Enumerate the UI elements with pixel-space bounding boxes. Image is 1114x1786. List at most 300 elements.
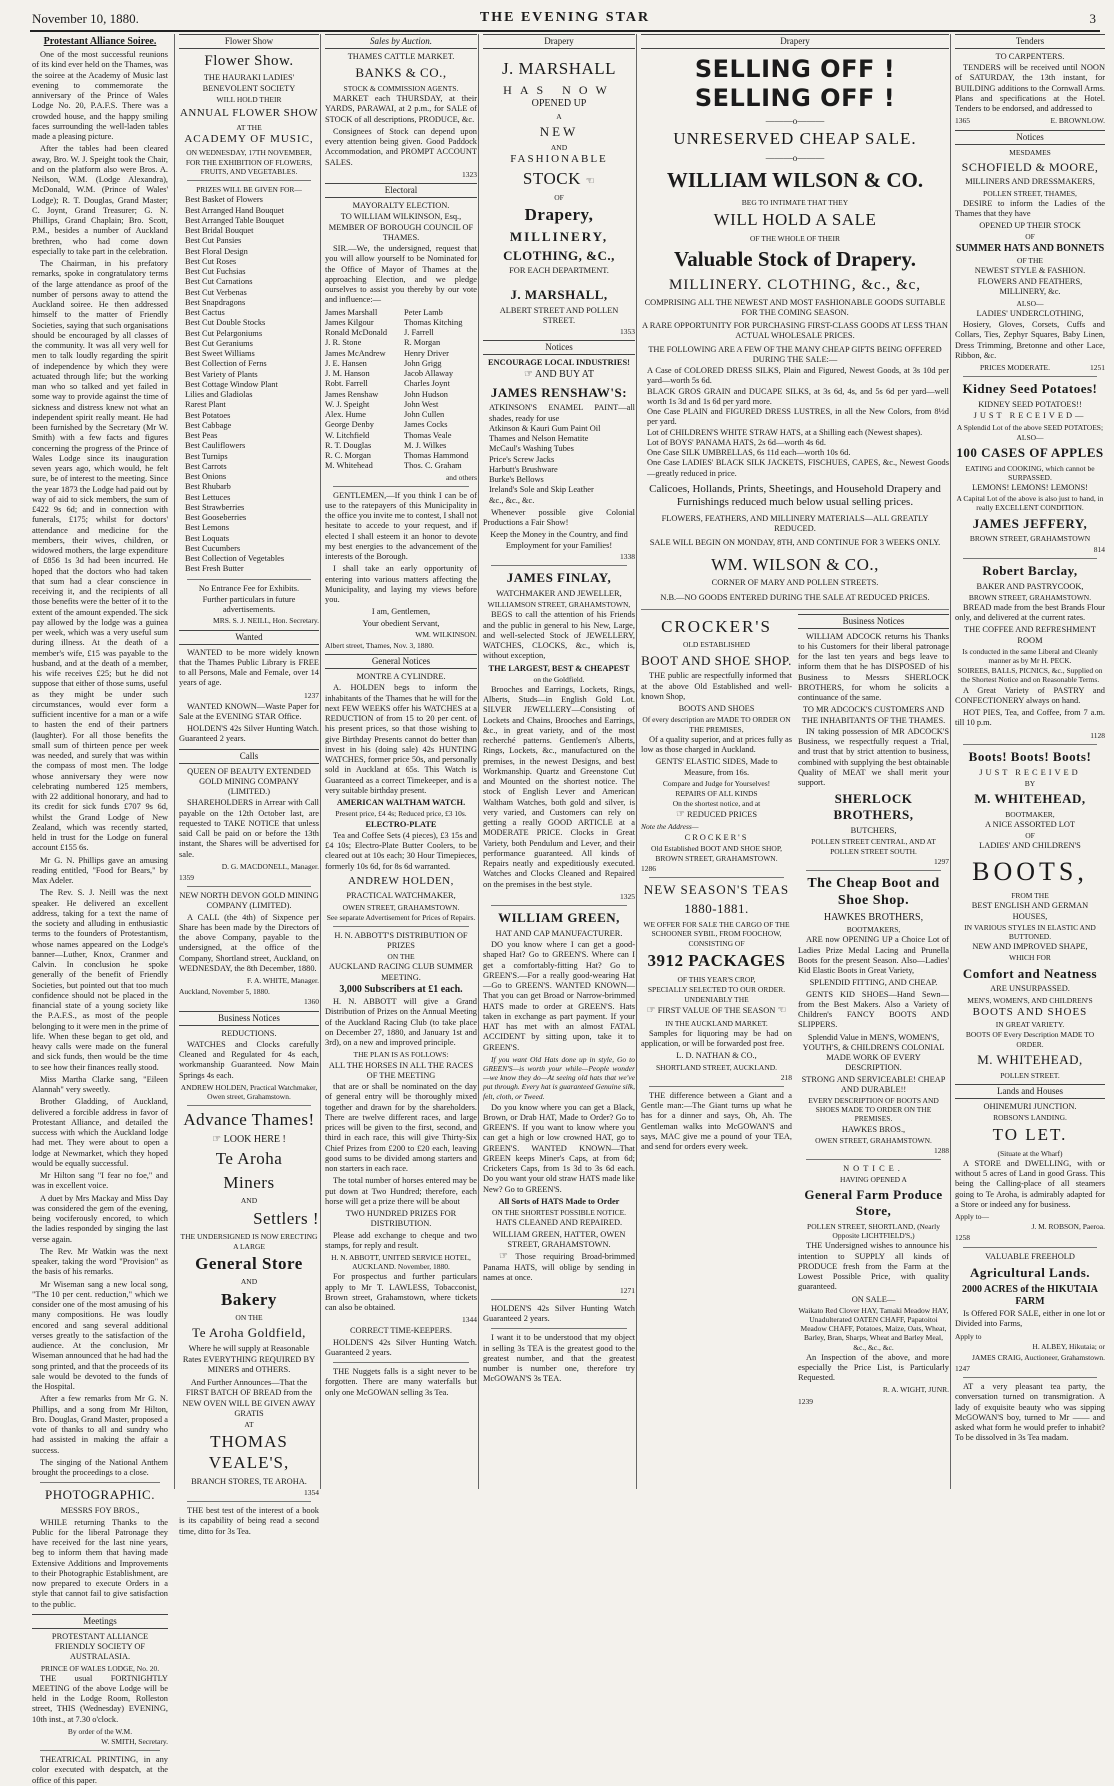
soirees: SOIREES, BALLS, PICNICS, &c., Supplied on the Shortest Notice and on Reasonable Terms. (957, 666, 1103, 685)
produce-address: POLLEN STREET, SHORTLAND, (Nearly Opposite LICHTFIELD'S,) (807, 1222, 940, 1241)
on-sale: ON SALE— (851, 1294, 896, 1304)
correct-timekeepers: CORRECT TIME-KEEPERS. (349, 1326, 453, 1336)
banks-body: MARKET each THURSDAY, at their YARDS, PARAWAI, at 2 p.m., for SALE of STOCK of all descriptions, PRODUCE, &c. (325, 94, 477, 124)
nathan-name: L. D. NATHAN & CO., (676, 1051, 757, 1061)
ad-ref: 1237 (304, 690, 319, 700)
flower-annual: ANNUAL FLOWER SHOW (179, 106, 319, 119)
andrew-sub: PRACTICAL WATCHMAKER, (346, 891, 456, 901)
prize-item: Best Cut Roses (185, 256, 237, 266)
flowers-feathers-2: FLOWERS AND FEATHERS, MILLINERY, &c. (977, 277, 1083, 297)
devon-body: A CALL (the 4th) of Sixpence per Share has been made by the Directors of the above Company, payable to the undersigned, at the office of the Company, Shortland street, Auckland, on WEDNESDAY, the 8th December, 1880. (179, 912, 319, 973)
flower-society: THE HAURAKI LADIES' BENEVOLENT SOCIETY (202, 73, 296, 93)
prize-item: Best Cut Double Stocks (185, 318, 266, 328)
prize-item: Rarest Plant (185, 400, 226, 410)
holden-body: A. HOLDEN begs to inform the inhabitants of the Thames that he will for the next FEW WEEKS offer his WATCHES at a REDUCTION of from 15 to 20 per cent. of his present prices, so that those wishing to give Birthday Presents cannot do better than invest in his (doing sale) 42s HUNTING WATCHES, former price 50s, and personally sold in Auckland at 65s. This Watch is Guaranteed as a correct Timekeeper, and is a very suitable birthday present. (325, 683, 477, 795)
bread-note: And Further Announces—That the FIRST BATCH OF BREAD from the NEW OVEN WILL BE GIVEN AWAY GRATIS (182, 1378, 316, 1418)
flower-entry: No Entrance Fee for Exhibits. (198, 583, 300, 593)
column-1 (32, 34, 172, 1785)
article-paragraph: After the tables had been cleared away, Bro. W. J. Speight took the Chair, and on the platform also were Bros. A. Neilson, W.M. (Lodge Alexandra), McDonald, W.M. (Prince of Wales' Lodge); R. T. Douglas, Grand Master; C. Joynt, Grand Treasurer; G. N. Phillips, Grand Chaplain; Bro. Scott, P.M., besides a number of Auckland brethren, who had come down especially to take part in the celebration. (32, 144, 168, 256)
opened-up: OPENED UP (531, 98, 587, 110)
section-business-notices: Business Notices (179, 1011, 319, 1026)
underclothing: LADIES' UNDERCLOTHING, (976, 308, 1084, 318)
comfort-neatness: Comfort and Neatness (962, 965, 1098, 981)
schofield-body: DESIRE to inform the Ladies of the Thames that they have (955, 198, 1105, 218)
section-drapery: Drapery (483, 34, 635, 49)
on-the: ON THE (235, 1313, 263, 1323)
abbott-body: H. N. ABBOTT will give a Grand Distribution of Prizes on the Annual Meeting of the Auckland Racing Club (to take place on December 27, 1880, and January 1st and 3rd), on a new and improved principle. (325, 997, 477, 1048)
flower-venue: ACADEMY OF MUSIC, (184, 133, 314, 146)
flower-for: FOR THE EXHIBITION OF FLOWERS, FRUITS, AND VEGETABLES. (185, 158, 313, 177)
requisition-body: SIR.—We, the undersigned, request that you will allow yourself to be Nominated for the Office of Mayor of Thames at the approaching Election, and we pledge ourselves to assist you thereby by our vote and influence:— (325, 244, 477, 305)
subscribers: 3,000 Subscribers at £1 each. (339, 983, 463, 995)
pointing-hand-icon: ☞ (212, 1133, 222, 1145)
stock-word: STOCK (522, 169, 581, 189)
sale-items (647, 366, 949, 479)
gents-elastic: GENTS' ELASTIC SIDES, Made to Measure, from 16s. (655, 757, 778, 777)
of-the: OF THE (1017, 255, 1043, 265)
correct-body: HOLDEN'S 42s Silver Hunting Watch. Guaranteed 2 years. (325, 1337, 477, 1357)
prize-item: Best Arranged Table Bouquet (185, 215, 285, 225)
milliners: MILLINERS AND DRESSMAKERS, (965, 177, 1095, 187)
marshall-name: J. MARSHALL (501, 58, 617, 78)
corner-of: CORNER OF MARY AND POLLEN STREETS. (711, 578, 879, 588)
pointing-hand-icon: ☞ (499, 1251, 508, 1263)
hawkes-name: HAWKES BROTHERS, (823, 912, 924, 924)
general-store: General Store (195, 1253, 303, 1273)
boots-and-shoes: BOOTS AND SHOES (972, 1005, 1088, 1018)
following: THE FOLLOWING ARE A FEW OF THE MANY CHEAP GIFTS BEING OFFERED DURING THE SALE:— (648, 344, 942, 364)
green-short: ON THE SHORTEST POSSIBLE NOTICE. (491, 1208, 627, 1218)
divider (491, 1299, 627, 1300)
finlay-sub: WATCHMAKER AND JEWELLER, (496, 588, 622, 598)
prize-item: Best Sweet Williams (185, 349, 255, 359)
wm-wilson: WM. WILSON & CO., (711, 554, 879, 574)
ladies-childrens: LADIES' AND CHILDREN'S (979, 841, 1081, 851)
crocker-quality: Of a quality superior, and at prices fully as low as those charged in Auckland. (641, 734, 792, 755)
of-word: OF (554, 192, 564, 202)
ad-ref: 1286 (641, 864, 656, 874)
green-sub: HAT AND CAP MANUFACTURER. (495, 928, 623, 938)
signatory-name: R. T. Douglas (325, 440, 372, 450)
prize-item: Best Cut Carnations (185, 277, 253, 287)
section-electoral: Electoral (325, 183, 477, 198)
meeting-order: By order of the W.M. (67, 1726, 133, 1736)
alliance-article (32, 50, 168, 1478)
sherlock-body: IN taking possession of MR ADCOCK'S Business, we respectfully request a Trial, and trust that by strict attention to business, combined with supplying the best obtainable Quality of MEAT we shall merit your support. (798, 726, 949, 788)
section-calls: Calls (179, 749, 319, 764)
pointing-hand-icon: ☞ (524, 369, 533, 381)
prizes-list (185, 195, 319, 574)
divider (963, 1247, 1097, 1248)
prize-item: Best Snapdragons (185, 297, 246, 307)
for-each: FOR EACH DEPARTMENT. (509, 266, 609, 276)
prize-item: Best Strawberries (185, 502, 245, 512)
prize-item: Best Cut Geraniums (185, 338, 253, 348)
ad-ref: 1251 (1090, 363, 1105, 373)
signatory-name: R. Morgan (404, 338, 441, 348)
finlay-largest: THE LARGEST, BEST & CHEAPEST (488, 663, 630, 673)
reply-body-2: I shall take an early opportunity of entering into various matters affecting the Municipality, and laying my views before you. (325, 564, 477, 605)
cattle-market: THAMES CATTLE MARKET. (347, 51, 455, 61)
reductions-body: WATCHES and Clocks carefully Cleaned and Regulated for 4s each, workmanship Guaranteed. Now Main Springs 4s each. (179, 1039, 319, 1080)
renshaw-item: Harbutt's Brushware (489, 464, 558, 474)
photo-firm: MESSRS FOY BROS., (60, 1506, 140, 1516)
prize-item: Best Bridal Bouquet (185, 226, 254, 236)
signatory-name: Thomas Hammond (404, 451, 469, 461)
from-the: FROM THE (1011, 891, 1049, 901)
schofield-moore: SCHOFIELD & MOORE, (961, 159, 1099, 174)
wanted-holden: HOLDEN'S 42s Silver Hunting Watch. Guaranteed 2 years. (179, 724, 319, 744)
acres-body: Is Offered FOR SALE, either in one lot or Divided into Farms, (955, 1309, 1105, 1329)
compare: Compare and Judge for Yourselves! (662, 778, 771, 788)
finlay-on: on the Goldfield. (533, 674, 585, 684)
of-word: OF (1025, 232, 1035, 242)
kidney-potatoes-2: KIDNEY SEED POTATOES!! (978, 400, 1082, 410)
reply-address: Albert street, Thames, Nov. 3, 1880. (325, 641, 434, 651)
signatory-name: John Hudson (404, 389, 448, 399)
horses-body: that are or shall be nominated on the day of general entry will be thoroughly mixed together and drawn for by the shareholders. There are twelve different races, and large prices will be given to the first, second, and third in each race, this will give Thirty-Six Chief Prizes from £200 to £20 each, leaving good sums to be divided among starters and non starters in each race. (325, 1082, 477, 1174)
andrew-holden: ANDREW HOLDEN, (348, 874, 454, 887)
renshaw-item: McCaul's Washing Tubes (489, 444, 574, 454)
signatory-name: J. E. Hansen (325, 358, 367, 368)
c5-lower (641, 614, 949, 1408)
nb-note: N.B.—NO GOODS ENTERED DURING THE SALE AT REDUCED PRICES. (660, 592, 930, 602)
ad-ref: 1297 (934, 856, 949, 866)
tenders-body: TENDERS will be received until NOON of SATURDAY, the 13th instant, for BUILDING additions to the Cornwall Arms. Plans and specifications at the Hotel. Tenders to be endorsed, and addressed to (955, 63, 1105, 114)
gents-kid: GENTS KID SHOES—Hand Sewn—from the Best Makers. Also a Variety of Children's FANCY BOOTS AND SLIPPERS. (798, 989, 949, 1030)
american-waltham: AMERICAN WALTHAM WATCH. (336, 798, 466, 808)
prices-footer (955, 363, 1105, 372)
flowers-feathers: FLOWERS, FEATHERS, AND MILLINERY MATERIALS—ALL GREATLY REDUCED. (661, 513, 929, 534)
prize-item: Lilies and Gladiolas (185, 390, 253, 400)
robson-signature: J. M. ROBSON, Paeroa. (1031, 1222, 1105, 1232)
reductions-title: REDUCTIONS. (221, 1028, 277, 1038)
article-paragraph: The Rev. S. J. Neill was the next speaker. He delivered an excellent address, taking for a text the name of the society and alluding in enthusiastic terms to the founders of Protestantism, whose names appeared on the Lodge's banner—Luther, Knox, Cranmer and Calvin. In conclusion he spoke generally of the benefit of Friendly Societies, but pointed out that too much confidence should not be placed in the financial state of a young society like the P.A.F.S., as most of the people belonging to it were men in the prime of life. When these began to get old, and heavy calls were made on the funeral and sick funds, then would be the time to see how their finances really stood. (32, 888, 168, 1072)
section-lands-houses: Lands and Houses (955, 1084, 1105, 1099)
first-value: FIRST VALUE OF THE SEASON (657, 1006, 776, 1016)
boots-boots: Boots! Boots! Boots! (968, 748, 1092, 764)
abbott-club: AUCKLAND RACING CLUB SUMMER MEETING. (328, 962, 473, 982)
just-received-2: JUST RECEIVED (979, 767, 1081, 777)
section-flower-show: Flower Show (179, 34, 319, 49)
pointing-hand-icon: ☜ (777, 1005, 787, 1017)
column-5 (636, 34, 953, 1489)
acres: 2000 ACRES of the HIKUTAIA FARM (962, 1283, 1098, 1307)
wight-signature: R. A. WIGHT, JUNR. (882, 1385, 949, 1395)
ornament: ———o——— (765, 115, 825, 126)
prize-item: Best Cauliflowers (185, 441, 246, 451)
flower-date: ON WEDNESDAY, 17TH NOVEMBER, (186, 147, 312, 157)
andrew-address: OWEN STREET, GRAHAMSTOWN. (342, 902, 460, 912)
adcock-customers: TO MR ADCOCK'S CUSTOMERS AND THE INHABITANTS OF THE THAMES. (801, 705, 946, 725)
apply-note: Please add exchange to cheque and two stamps, for reply and result. (325, 1230, 477, 1250)
green-body-2: Do you know where you can get a Black, Brown, or Drab HAT, Made to Order? Go to GREEN'S. If you want to know where you can get a high or low crowned HAT, go to GREEN'S. WANTED KNOWN—That GREEN keeps Miner's Caps, at from 6d; Cricketers Caps, from 1s 3d to 3s 6d each. Do you want your old straw HATS made like New? Go to GREEN'S. (483, 1102, 635, 1194)
prize-item: Best Rhubarb (185, 482, 231, 492)
divider (333, 1362, 469, 1363)
banks-body-2: Consignees of Stock can depend upon every attention being given. Good Paddock Accommodation, and PROMPT ACCOUNT SALES. (325, 126, 477, 167)
section-business-notices-2: Business Notices (798, 614, 949, 629)
crocker-body: THE public are respectfully informed that at the above Old Established and well-known Shop, (641, 671, 792, 701)
divider (333, 486, 469, 487)
ad-ref: 1128 (1090, 730, 1105, 740)
renshaw-item: Atkinson & Kauri Gum Paint Oil (489, 423, 601, 433)
flower-will: WILL HOLD THEIR (216, 94, 282, 104)
robert-barclay: Robert Barclay, (982, 562, 1078, 578)
apply-to-2: Apply to (955, 1331, 982, 1341)
situate: (Situate at the Wharf) (997, 1148, 1063, 1158)
flower-at: AT THE (236, 123, 262, 133)
millinery-clothing: MILLINERY. CLOTHING, &c., &c, (668, 277, 922, 294)
article-paragraph: Mr Hilton sang "I fear no foe," and was in excellent voice. (32, 1171, 168, 1191)
signatory-name: George Denby (325, 420, 374, 430)
signatory-name: James McAndrew (325, 348, 386, 358)
a-word: A (556, 111, 562, 121)
boot-shoe-shop: BOOT AND SHOE SHOP. (641, 652, 792, 668)
divider (491, 1328, 627, 1329)
reductions-signature: ANDREW HOLDEN, Practical Watchmaker, Owen street, Grahamstown. (180, 1082, 318, 1101)
fashionable: FASHIONABLE (510, 152, 608, 165)
prize-item: Best Carrots (185, 461, 227, 471)
supply-note: Where he will supply at Reasonable Rates EVERYTHING REQUIRED BY MINERS and OTHERS. (182, 1344, 316, 1374)
coffee-room: THE COFFEE AND REFRESHMENT ROOM (964, 625, 1096, 645)
whitehead-name: M. WHITEHEAD, (974, 790, 1086, 806)
advance-thames: Advance Thames! (183, 1110, 315, 1130)
divider (187, 1501, 311, 1502)
divider (40, 1482, 160, 1483)
to-wilkinson: TO WILLIAM WILKINSON, Esq., MEMBER OF BOROUGH COUNCIL OF THAMES. (328, 212, 474, 242)
summer-hats: SUMMER HATS AND BONNETS (955, 242, 1105, 254)
also-word: ALSO— (1016, 298, 1044, 308)
drapery-word: Drapery, (524, 204, 594, 224)
wanted-library: WANTED to be more widely known that the Thames Public Library is FREE to all Persons, Male and Female, over 14 years of age. (179, 647, 319, 688)
signatory-name: Thos. C. Graham (404, 461, 462, 471)
prize-item: Best Gooseberries (185, 513, 247, 523)
photo-body: WHILE returning Thanks to the Public for the liberal Patronage they have received for the last nine years, beg to inform them that having made Extensive Additions and Improvements to their Photographic Establishment, are now prepared to execute Orders in a style that cannot fail to give satisfaction to the public. (32, 1517, 168, 1609)
and-word: AND (240, 1196, 258, 1206)
consisting-of: CONSISTING OF (688, 939, 745, 949)
divider (649, 877, 784, 878)
divider (491, 565, 627, 566)
eating-cooking: EATING and COOKING, which cannot be SURPASSED. (965, 463, 1095, 482)
prospectus: For prospectus and further particulars apply to Mr T. LAWLESS, Tobacconist, Brown street, Grahamstown, where tickets can also be obtained. (325, 1272, 477, 1313)
prizes-head: PRIZES WILL BE GIVEN FOR— (196, 185, 302, 195)
prize-item: Best Variety of Plants (185, 369, 258, 379)
issue-date: November 10, 1880. (32, 11, 139, 26)
prize-item: Best Lemons (185, 523, 229, 533)
undeniably: UNDENIABLY THE (684, 995, 749, 1005)
samples-note: Samples for liquoring may be had on application, or will be forwarded post free. (641, 1028, 792, 1049)
renshaw-keep: Keep the Money in the Country, and find Employment for your Families! (490, 530, 628, 550)
branch-stores: BRANCH STORES, TE AROHA. (191, 1476, 307, 1486)
pastry: A Great Variety of PASTRY and CONFECTIONERY always on hand. (955, 685, 1105, 705)
marshall-address: ALBERT STREET AND POLLEN STREET. (499, 305, 619, 325)
signatory-name: J. R. Stone (325, 338, 362, 348)
ad-ref: 1288 (934, 1145, 949, 1155)
signatory-name: James Cocks (404, 420, 448, 430)
signatory-name: Peter Lamb (404, 307, 443, 317)
reply-signature: WM. WILKINSON. (415, 629, 477, 639)
ad-ref: 1353 (620, 327, 635, 336)
flower-further: Further particulars in future advertisements. (202, 594, 296, 615)
signatory-name: M. Whitehead (325, 461, 373, 471)
ad-ref: 1365 (955, 116, 970, 126)
devon-date: Auckland, November 5, 1880. (179, 987, 270, 997)
finlay-name: JAMES FINLAY, (506, 570, 612, 586)
crocker-name-2: CROCKER'S (684, 832, 749, 842)
abbott-on: ON THE (387, 952, 415, 962)
meeting-lodge: PRINCE OF WALES LODGE, No. 20. (40, 1663, 160, 1673)
to-let-body: A STORE and DWELLING, with or without 5 acres of Land in good Grass. This being the Calling-place of all steamers going to Te Aroha, is admirably adapted for a Store or indeed any for business. (955, 1158, 1105, 1209)
sale-item: Lot of CHILDREN'S WHITE STRAW HATS, at a Shilling each (Newest shapes). (647, 427, 923, 437)
old-established: OLD ESTABLISHED (682, 640, 751, 650)
sale-item: One Case SILK UMBRELLAS, 6s 11d each—worth 10s 6d. (647, 448, 851, 458)
hot-pies: HOT PIES, Tea, and Coffee, from 7 a.m. till 10 p.m. (955, 708, 1105, 728)
masthead (30, 8, 1100, 32)
crocker-sub-2: Old Established BOOT AND SHOE SHOP, (650, 843, 783, 853)
article-paragraph: A duet by Mrs Mackay and Miss Day was considered the gem of the evening, being vociferously encored, to which the ladies responded by singing the last verse again. (32, 1193, 168, 1244)
article-paragraph: Miss Martha Clarke sang, "Eileen Alannah" very sweetly. (32, 1074, 168, 1095)
calls-signature: D. G. MACDONELL, Manager. (221, 861, 319, 871)
valuable-freehold: VALUABLE FREEHOLD (985, 1251, 1075, 1261)
signatories-left (325, 308, 398, 472)
article-paragraph: One of the most successful reunions of its kind ever held on the Thames, was the soiree at the Academy of Music last evening to commemorate the anniversary of the Prince of Wales Lodge No. 20, P.A.F.S. There was a crowded house, and the happy smiling faces surrounding the well-laden tables made a pleasing picture. (32, 50, 168, 142)
boots-big: BOOTS, (972, 856, 1088, 886)
at-word: AT (244, 1420, 254, 1429)
ad-ref: 1239 (798, 1396, 813, 1406)
two-hundred: TWO HUNDRED PRIZES FOR DISTRIBUTION. (345, 1209, 457, 1229)
lemons: LEMONS! LEMONS! LEMONS! (972, 483, 1088, 493)
electro-plate: ELECTRO-PLATE (365, 819, 437, 829)
improved-shape: NEW AND IMPROVED SHAPE, (972, 942, 1088, 952)
mayoralty-election: MAYORALTY ELECTION. (352, 201, 450, 211)
pollen-street-2: POLLEN STREET. (1000, 1070, 1060, 1080)
plan-head: THE PLAN IS AS FOLLOWS: (353, 1050, 449, 1060)
ornament: ———o——— (765, 153, 825, 164)
newest-style: NEWEST STYLE & FASHION. (974, 265, 1086, 275)
every-desc-2: EVERY DESCRIPTION OF BOOTS AND SHOES MADE TO ORDER ON THE PREMISES. (808, 1096, 939, 1124)
which-for: WHICH FOR (1009, 953, 1051, 963)
coffee-body: Is conducted in the same Liberal and Cleanly manner as by Mr H. PECK. (962, 646, 1098, 666)
and-word: AND (240, 1277, 258, 1287)
prize-item: Best Cut Pelargoniums (185, 328, 263, 338)
article-paragraph: The singing of the National Anthem brought the proceedings to a close. (32, 1457, 168, 1478)
divider (187, 886, 311, 887)
prize-item: Best Cut Pansies (185, 236, 242, 246)
sale-item: Lot of BOYS' PANAMA HATS, 2s 6d—worth 4s 6d. (647, 437, 826, 447)
book-note: THE best test of the interest of a book is its capability of being read a second time, ditto for 3s Tea. (179, 1506, 319, 1536)
cases-apples: 100 CASES OF APPLES (956, 444, 1104, 460)
tenders-footer (955, 116, 1105, 125)
sherlock-name: SHERLOCK BROTHERS, (833, 791, 914, 823)
signatory-name: R. C. Morgan (325, 451, 371, 461)
finlay-address: WILLIAMSON STREET, GRAHAMSTOWN, (487, 600, 631, 610)
section-notices-2: Notices (955, 130, 1105, 145)
goldfield: Te Aroha Goldfield, (192, 1325, 306, 1341)
prize-item: Best Potatoes (185, 410, 231, 420)
divider (40, 1750, 160, 1751)
section-wanted: Wanted (179, 630, 319, 645)
underclothing-body: Hosiery, Gloves, Corsets, Cuffs and Collars, Ties, Zephyr Squares, Baby Linen, Dress Trimming, Bretonne and other Lace, Ribbon, &c. (955, 320, 1105, 360)
barclay-address: BROWN STREET, GRAHAMSTOWN. (968, 592, 1092, 602)
miners: Miners (223, 1172, 275, 1192)
green-verse: If you want Old Hats done up in style, Go to GREEN'S—is worth your while—People wonder—we know they do—At seeing old hats that we've put through. Every hat is guaranteed Genuine silk, felt, cloth, or Tweed. (483, 1054, 635, 1101)
prize-item: Best Cabbage (185, 420, 232, 430)
renshaw-item: Thames and Nelson Hematite (489, 434, 589, 444)
crocker-address: BROWN STREET, GRAHAMSTOWN. (655, 853, 778, 863)
mens-womens: MEN'S, WOMEN'S, AND CHILDREN'S (967, 995, 1093, 1005)
montre: MONTRE A CYLINDRE. (356, 672, 446, 682)
to-carpenters: TO CARPENTERS. (995, 51, 1065, 61)
signatory-name: Henry Driver (404, 348, 449, 358)
ad-ref: 1271 (620, 1285, 635, 1295)
various-styles: IN VARIOUS STYLES IN ELASTIC AND BUTTONED. (964, 922, 1096, 942)
craig: JAMES CRAIG, Auctioneer, Grahamstown. (971, 1352, 1105, 1362)
also-word: ALSO— (1016, 432, 1044, 442)
buy-at: AND BUY AT (534, 369, 594, 381)
renshaw-items (489, 403, 635, 506)
devon-company: NEW NORTH DEVON GOLD MINING COMPANY (LIMITED). (179, 891, 319, 911)
william-wilson: WILLIAM WILSON & CO. (666, 168, 924, 193)
by-word: BY (1024, 778, 1036, 788)
of-word: OF (1025, 831, 1035, 841)
in-market: IN THE AUCKLAND MARKET. (665, 1018, 768, 1028)
divider (187, 579, 311, 580)
prize-item: Best Cottage Window Plant (185, 379, 278, 389)
sale-begin: SALE WILL BEGIN ON MONDAY, 8TH, AND CONTINUE FOR 3 WEEKS ONLY. (649, 538, 941, 548)
alliance-title: Protestant Alliance Soiree. (43, 36, 157, 47)
calls-company: QUEEN OF BEAUTY EXTENDED GOLD MINING COMPANY (LIMITED.) (187, 766, 311, 797)
sale-item: BLACK GROS GRAIN and DUCAPE SILKS, at 3s 6d, 4s, and 5s 6d per yard—well worth 1s 3d and 1s 6d per yard more. (647, 386, 949, 406)
signatory-name: James Kilgour (325, 317, 374, 327)
divider (641, 609, 949, 610)
seed-potatoes: A Splendid Lot of the above SEED POTATOES; (956, 422, 1104, 432)
ad-ref: 218 (780, 1072, 792, 1082)
prize-item: Best Fresh Butter (185, 564, 244, 574)
divider (187, 180, 311, 181)
this-year: OF THIS YEAR'S CROP, (677, 975, 756, 985)
will-hold-sale: WILL HOLD A SALE (713, 209, 877, 229)
prize-item: Best Peas (185, 431, 218, 441)
butchers: BUTCHERS, (850, 826, 897, 836)
prices-moderate: PRICES MODERATE. (979, 363, 1050, 373)
to-let: TO LET. (992, 1125, 1068, 1144)
nathan-address: SHORTLAND STREET, AUCKLAND. (655, 1062, 778, 1072)
prize-item: Best Cut Verbenas (185, 287, 247, 297)
ad-ref: 1344 (462, 1315, 477, 1325)
signatories (325, 308, 477, 472)
american-body: Present price, £4 4s; Reduced price, £3 10s. (335, 809, 467, 819)
selling-off: SELLING OFF ! SELLING OFF ! (694, 54, 896, 113)
section-general-notices: General Notices (325, 654, 477, 669)
settlers: Settlers ! (253, 1208, 319, 1228)
new-season-teas: NEW SEASON'S TEAS (643, 882, 790, 898)
prize-item: Best Arranged Hand Bouquet (185, 205, 284, 215)
column-2 (174, 34, 323, 1536)
holden-watch: HOLDEN'S 42s Silver Hunting Watch Guaranteed 2 years. (483, 1303, 635, 1324)
renshaw-name: JAMES RENSHAW'S: (490, 384, 628, 400)
jeffery-address: BROWN STREET, GRAHAMSTOWN (969, 534, 1091, 544)
and-others: and others (445, 472, 477, 482)
nuggets-note: THE Nuggets falls is a sight never to be forgotten. There are many waterfalls but only one McGOWAN selling 3s Tea. (325, 1367, 477, 1397)
hawkes-address: OWEN STREET, GRAHAMSTOWN. (815, 1135, 932, 1145)
prize-item: Best Floral Design (185, 246, 248, 256)
ad-ref: 1258 (955, 1233, 970, 1243)
signatory-name: Thomas Veale (404, 430, 452, 440)
signatory-name: W. J. Speight (325, 399, 370, 409)
column-3 (320, 34, 481, 1489)
strong-serviceable: STRONG AND SERVICEABLE! CHEAP AND DURABLE!! (801, 1074, 946, 1094)
signatory-name: Charles Joynt (404, 379, 450, 389)
